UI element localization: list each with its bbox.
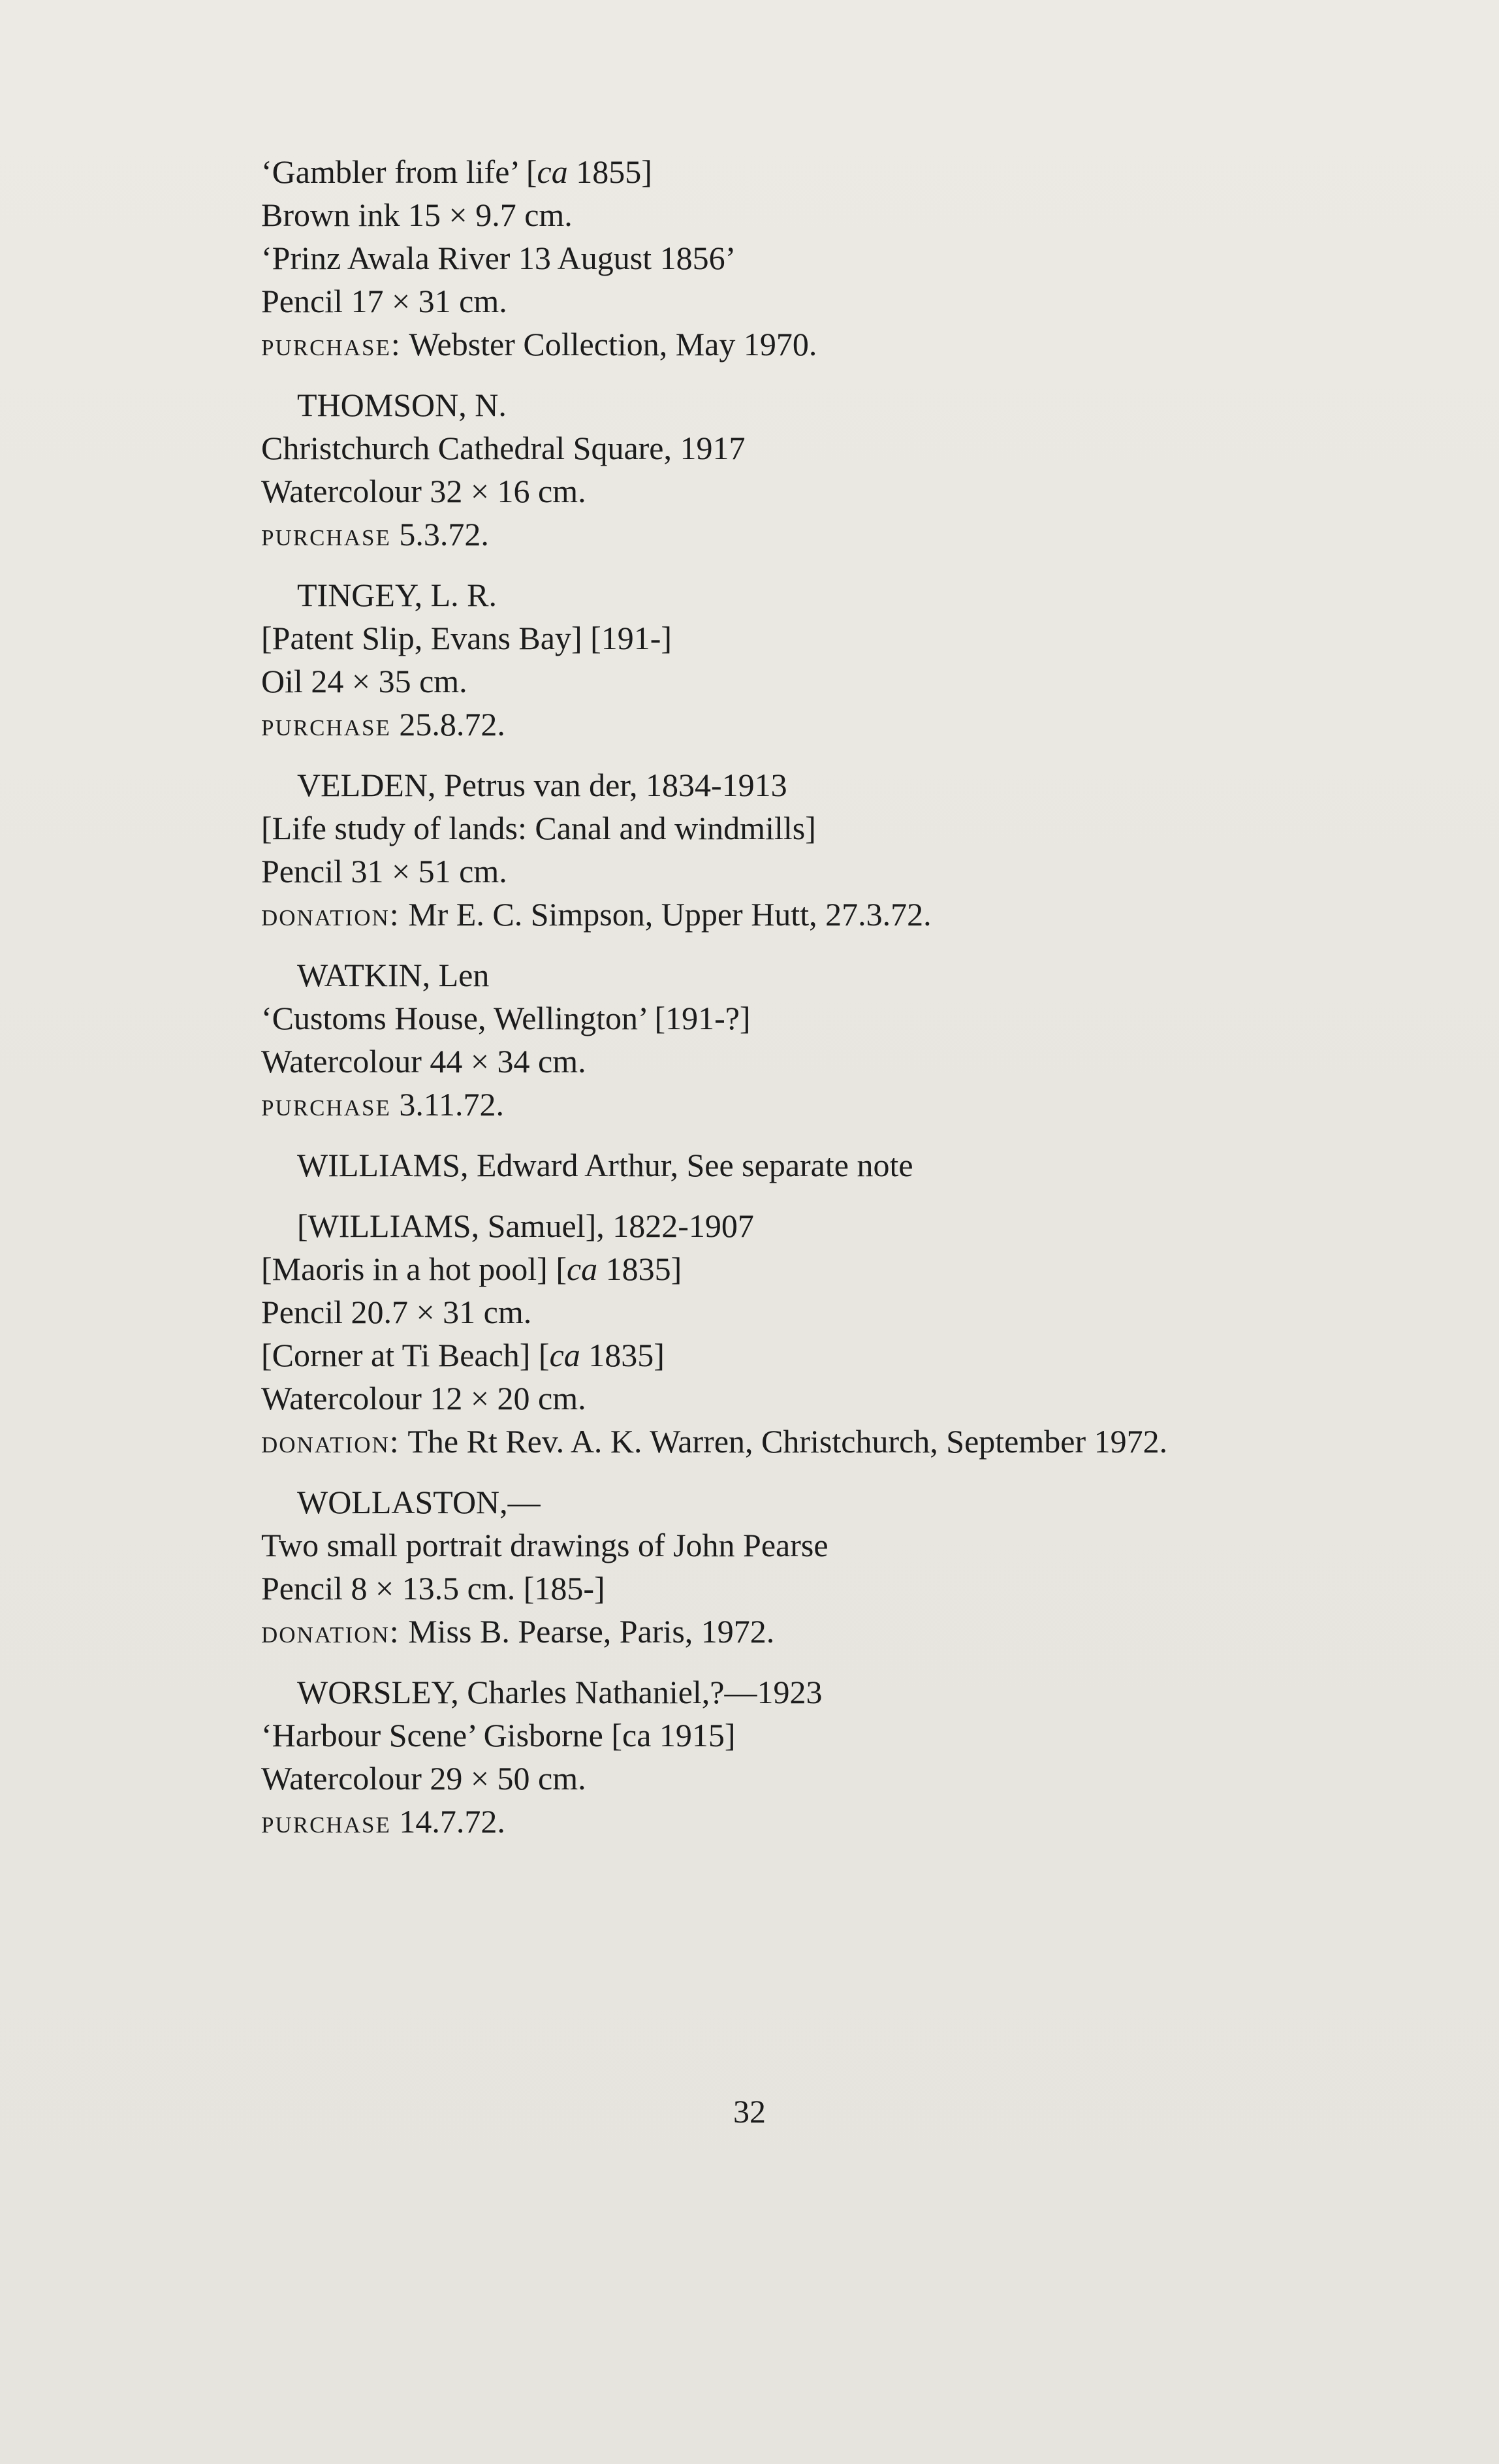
entry-wollaston [261,1480,1436,1653]
item-line: [Patent Slip, Evans Bay] [191-] [261,620,672,656]
item-line: Oil 24 × 35 cm. [261,663,467,699]
acquisition-label: donation: [261,896,400,933]
acquisition-line [261,1800,1436,1843]
entry-worsley [261,1671,1436,1843]
acquisition-text: Mr E. C. Simpson, Upper Hutt, 27.3.72. [408,896,932,933]
acquisition-text: Miss B. Pearse, Paris, 1972. [408,1613,775,1650]
acquisition-text: 3.11.72. [399,1086,504,1123]
item-line: Two small portrait drawings of John Pearse [261,1527,828,1563]
artist-heading: WILLIAMS, Edward Arthur, See separate note [297,1147,913,1183]
item-line: ‘Prinz Awala River 13 August 1856’ [261,240,736,276]
entry-intro [261,150,1436,366]
acquisition-line [261,1610,1436,1653]
artist-heading: THOMSON, N. [297,387,507,423]
item-line: Christchurch Cathedral Square, 1917 [261,430,746,466]
item-line: [Corner at Ti Beach] [ca 1835] [261,1337,665,1373]
acquisition-label: donation: [261,1423,400,1460]
item-line: Pencil 17 × 31 cm. [261,283,507,319]
entry-williams-edward [261,1144,1436,1187]
entry-watkin [261,953,1436,1126]
item-line: Pencil 20.7 × 31 cm. [261,1294,532,1330]
item-line: ‘Harbour Scene’ Gisborne [ca 1915] [261,1717,736,1753]
acquisition-text: Webster Collection, May 1970. [409,326,817,362]
acquisition-line [261,893,1436,936]
acquisition-line [261,703,1436,746]
acquisition-line [261,513,1436,556]
catalogue-content [261,150,1436,1861]
artist-heading: TINGEY, L. R. [297,577,497,613]
acquisition-line [261,323,1436,366]
artist-heading: VELDEN, Petrus van der, 1834-1913 [297,767,787,803]
artist-heading: WATKIN, Len [297,957,490,993]
item-line: ‘Customs House, Wellington’ [191-?] [261,1000,751,1036]
item-line: Watercolour 44 × 34 cm. [261,1043,586,1080]
item-line: Watercolour 32 × 16 cm. [261,473,586,509]
page-number: 32 [733,2093,766,2130]
entry-williams-samuel [261,1204,1436,1463]
item-line: [Life study of lands: Canal and windmills] [261,810,816,846]
item-line: Pencil 31 × 51 cm. [261,853,507,889]
acquisition-line [261,1420,1436,1463]
acquisition-line [261,1083,1436,1126]
artist-heading: WOLLASTON,— [297,1484,541,1520]
acquisition-label: purchase [261,1086,391,1123]
acquisition-label: purchase [261,706,391,743]
artist-heading: [WILLIAMS, Samuel], 1822-1907 [297,1208,754,1244]
entry-thomson [261,383,1436,556]
item-line: Watercolour 12 × 20 cm. [261,1380,586,1416]
acquisition-text: 25.8.72. [399,706,505,743]
item-line: ‘Gambler from life’ [ca 1855] [261,153,652,190]
acquisition-label: donation: [261,1613,400,1650]
item-line: [Maoris in a hot pool] [ca 1835] [261,1251,682,1287]
acquisition-label: purchase [261,1803,391,1840]
acquisition-text: 5.3.72. [399,516,489,552]
artist-heading: WORSLEY, Charles Nathaniel,?—1923 [297,1674,823,1710]
acquisition-label: purchase [261,516,391,552]
item-line: Brown ink 15 × 9.7 cm. [261,197,573,233]
acquisition-text: 14.7.72. [399,1803,505,1840]
item-line: Watercolour 29 × 50 cm. [261,1760,586,1797]
entry-tingey [261,573,1436,746]
acquisition-text: The Rt Rev. A. K. Warren, Christchurch, September 1972. [407,1423,1168,1460]
acquisition-label: purchase: [261,326,402,362]
item-line: Pencil 8 × 13.5 cm. [185-] [261,1570,605,1607]
entry-velden [261,763,1436,936]
